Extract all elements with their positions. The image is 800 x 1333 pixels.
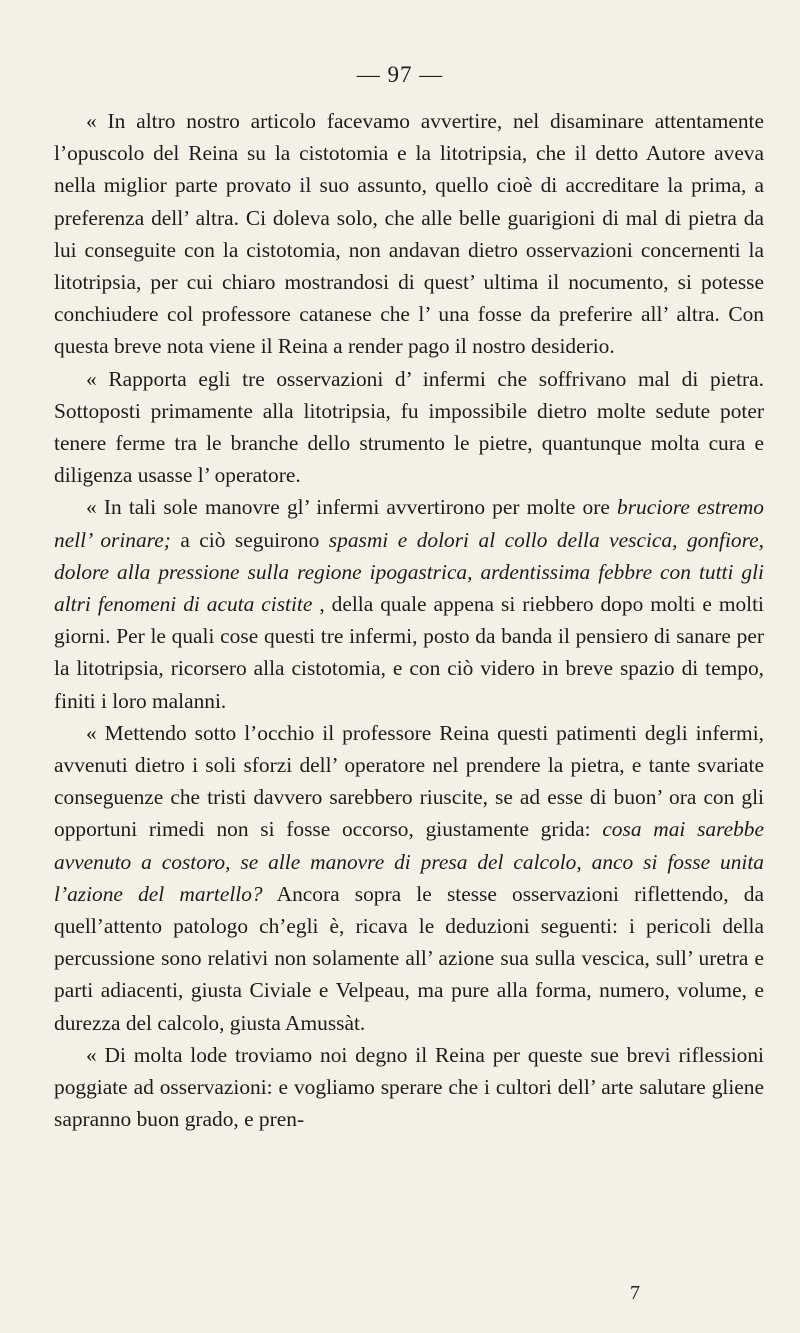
paragraph-3-text-b: a ciò seguirono (170, 527, 329, 552)
paragraph-3-text-c: , della quale appena si riebbero dopo molti e molti giorni. Per le quali cose questi tre infermi, posto da banda il pensiero di sanare per la litotripsia, ricorsero alla cistotomia, e con ciò videro in breve spazio di tempo, finiti i loro malanni. (54, 592, 764, 713)
paragraph-5 (54, 1039, 764, 1136)
paragraph-2 (54, 363, 764, 492)
paragraph-5-text: « Di molta lode troviamo noi degno il Reina per queste sue brevi riflessioni poggiate ad osservazioni: e vogliamo sperare che i cultori dell’ arte salutare gliene sapranno buon grado, e pren- (54, 1042, 764, 1132)
signature-mark: 7 (630, 1282, 640, 1304)
paragraph-2-text: « Rapporta egli tre osservazioni d’ infermi che soffrivano mal di pietra. Sottoposti primamente alla litotripsia, fu impossibile dietro molte sedute poter tenere ferme tra le branche dello strumento le pietre, quantunque molta cura e diligenza usasse l’ operatore. (54, 366, 764, 488)
paragraph-4 (54, 717, 764, 1039)
paragraph-3 (54, 491, 764, 716)
paragraph-4-italic-a: cosa mai sarebbe avvenuto a costoro, se alle manovre di presa del calcolo, anco si fosse unita l’azione del martello? (54, 817, 764, 906)
page-number: — 97 — (356, 62, 444, 87)
paragraph-1 (54, 105, 764, 363)
paragraph-3-italic-b: spasmi e dolori al collo della vescica, gonfiore, dolore alla pressione sulla regione ipogastrica, ardentissima febbre con tutti gli altri fenomeni di acuta cistite (54, 527, 764, 617)
paragraph-4-text-a: « Mettendo sotto l’occhio il professore Reina questi patimenti degli infermi, avvenuti dietro i soli sforzi dell’ operatore nel prendere la pietra, e tante svariate conseguenze che tristi davvero sarebbero riuscite, se ad esse di buon’ ora con gli opportuni rimedi non si fosse occorso, giustamente grida: (54, 720, 764, 842)
paragraph-3-text-a: « In tali sole manovre gl’ infermi avvertirono per molte ore (86, 495, 618, 520)
paragraph-1-text: « In altro nostro articolo facevamo avvertire, nel disaminare attentamente l’opuscolo del Reina su la cistotomia e la litotripsia, che il detto Autore aveva nella miglior parte provato il suo assunto, quello cioè di accreditare la prima, a preferenza dell’ altra. Ci doleva solo, che alle belle guarigioni di mal di pietra da lui conseguite con la cistotomia, non andavan dietro osservazioni concernenti la litotripsia, per cui chiaro mostrandosi di quest’ ultima il nocumento, si potesse conchiudere col professore catanese che l’ una fosse da preferire all’ altra. Con questa breve nota viene il Reina a render pago il nostro desiderio. (54, 109, 764, 359)
body-text (54, 105, 764, 1136)
paragraph-3-italic-a: bruciore estremo nell’ orinare; (54, 495, 764, 552)
paragraph-4-text-b: Ancora sopra le stesse osservazioni riflettendo, da quell’attento patologo ch’egli è, ricava le deduzioni seguenti: i pericoli della percussione sono relativi non solamente all’ azione sua sulla vescica, sull’ uretra e parti adiacenti, giusta Civiale e Velpeau, ma pure alla forma, numero, volume, e durezza del calcolo, giusta Amussàt. (54, 881, 764, 1035)
